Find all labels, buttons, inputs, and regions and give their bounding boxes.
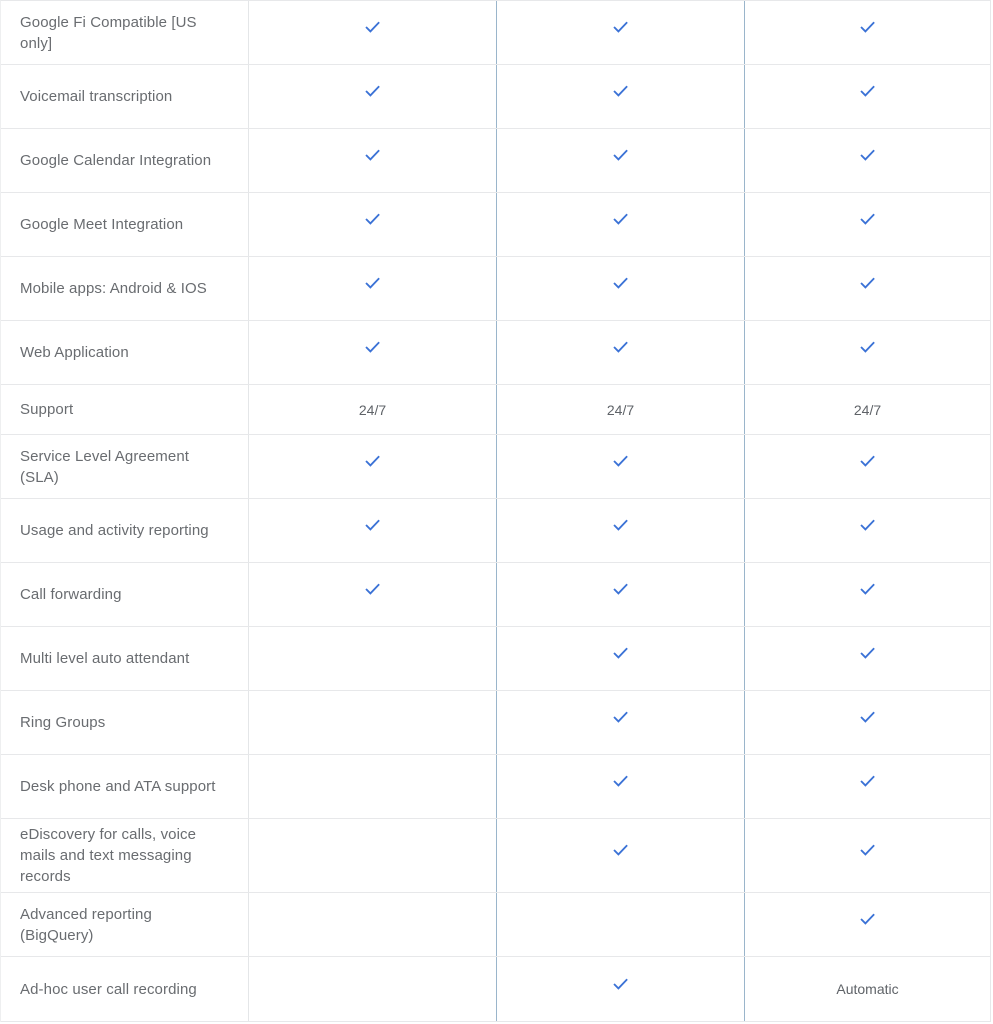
check-icon (362, 514, 383, 535)
table-row (1, 627, 990, 691)
feature-empty-cell (248, 957, 496, 1021)
feature-empty-cell (496, 893, 744, 956)
value-text: 24/7 (606, 401, 635, 418)
check-icon (362, 578, 383, 599)
feature-empty-cell (248, 893, 496, 956)
table-row (1, 563, 990, 627)
table-row (1, 65, 990, 129)
feature-check-cell (744, 193, 990, 256)
check-icon (362, 144, 383, 165)
feature-check-cell (496, 691, 744, 754)
check-icon (857, 578, 878, 599)
feature-check-cell (496, 957, 744, 1021)
table-row (1, 957, 990, 1022)
table-row (1, 257, 990, 321)
check-icon (857, 272, 878, 293)
feature-label: Mobile apps: Android & IOS (20, 280, 207, 297)
feature-check-cell (496, 321, 744, 384)
feature-label: Advanced reporting (BigQuery) (20, 905, 152, 944)
feature-check-cell (744, 1, 990, 64)
check-icon (610, 208, 631, 229)
feature-check-cell (248, 65, 496, 128)
table-row (1, 755, 990, 819)
feature-empty-cell (248, 819, 496, 892)
feature-label: Desk phone and ATA support (20, 778, 216, 795)
feature-label: Voicemail transcription (20, 88, 173, 105)
feature-empty-cell (248, 627, 496, 690)
table-row (1, 893, 990, 957)
check-icon (857, 706, 878, 727)
feature-check-cell (744, 499, 990, 562)
value-text: 24/7 (853, 401, 882, 418)
feature-check-cell (248, 435, 496, 498)
check-icon (610, 642, 631, 663)
feature-label: Google Calendar Integration (20, 152, 212, 169)
check-icon (857, 336, 878, 357)
feature-value-cell (496, 385, 744, 434)
feature-check-cell (248, 563, 496, 626)
feature-label: Web Application (20, 344, 129, 361)
check-icon (610, 80, 631, 101)
feature-check-cell (496, 193, 744, 256)
feature-empty-cell (248, 755, 496, 818)
feature-check-cell (744, 627, 990, 690)
feature-check-cell (496, 1, 744, 64)
check-icon (610, 16, 631, 37)
feature-label: Ring Groups (20, 714, 106, 731)
check-icon (857, 80, 878, 101)
feature-empty-cell (248, 691, 496, 754)
feature-label: eDiscovery for calls, voice mails and text messaging records (20, 826, 197, 885)
check-icon (362, 336, 383, 357)
value-text: 24/7 (358, 401, 387, 418)
check-icon (362, 16, 383, 37)
feature-label: Usage and activity reporting (20, 522, 209, 539)
feature-label: Google Fi Compatible [US only] (20, 13, 197, 52)
table-row (1, 385, 990, 435)
table-row (1, 499, 990, 563)
table-row (1, 129, 990, 193)
feature-check-cell (744, 257, 990, 320)
feature-check-cell (744, 563, 990, 626)
check-icon (857, 908, 878, 929)
table-row (1, 691, 990, 755)
check-icon (362, 208, 383, 229)
check-icon (610, 144, 631, 165)
feature-label: Ad-hoc user call recording (20, 980, 197, 998)
feature-value-cell (744, 957, 990, 1021)
check-icon (610, 973, 631, 994)
feature-check-cell (248, 321, 496, 384)
check-icon (857, 514, 878, 535)
check-icon (610, 578, 631, 599)
check-icon (610, 706, 631, 727)
check-icon (362, 450, 383, 471)
check-icon (857, 642, 878, 663)
feature-check-cell (744, 691, 990, 754)
check-icon (610, 336, 631, 357)
feature-label: Call forwarding (20, 586, 122, 603)
feature-check-cell (744, 65, 990, 128)
feature-label: Multi level auto attendant (20, 650, 190, 667)
table-row (1, 1, 990, 65)
check-icon (610, 514, 631, 535)
feature-check-cell (496, 65, 744, 128)
check-icon (362, 272, 383, 293)
check-icon (857, 16, 878, 37)
feature-check-cell (496, 257, 744, 320)
feature-check-cell (744, 819, 990, 892)
check-icon (857, 208, 878, 229)
table-row (1, 193, 990, 257)
feature-check-cell (248, 1, 496, 64)
feature-check-cell (248, 193, 496, 256)
check-icon (857, 839, 878, 860)
value-text: Automatic (836, 981, 899, 997)
feature-check-cell (744, 129, 990, 192)
feature-value-cell (744, 385, 990, 434)
table-row (1, 819, 990, 893)
feature-check-cell (496, 435, 744, 498)
feature-check-cell (496, 755, 744, 818)
feature-check-cell (496, 627, 744, 690)
feature-label: Support (20, 401, 74, 418)
feature-check-cell (744, 755, 990, 818)
table-row (1, 435, 990, 499)
check-icon (857, 450, 878, 471)
check-icon (610, 839, 631, 860)
feature-check-cell (496, 129, 744, 192)
feature-check-cell (744, 321, 990, 384)
table-row (1, 321, 990, 385)
feature-check-cell (248, 499, 496, 562)
feature-check-cell (496, 563, 744, 626)
feature-label: Service Level Agreement (SLA) (20, 447, 190, 486)
feature-value-cell (248, 385, 496, 434)
check-icon (857, 144, 878, 165)
check-icon (857, 770, 878, 791)
feature-check-cell (248, 129, 496, 192)
feature-check-cell (496, 819, 744, 892)
feature-label: Google Meet Integration (20, 216, 184, 233)
check-icon (610, 770, 631, 791)
feature-check-cell (248, 257, 496, 320)
check-icon (610, 272, 631, 293)
check-icon (362, 80, 383, 101)
feature-check-cell (744, 893, 990, 956)
feature-check-cell (744, 435, 990, 498)
check-icon (610, 450, 631, 471)
feature-check-cell (496, 499, 744, 562)
